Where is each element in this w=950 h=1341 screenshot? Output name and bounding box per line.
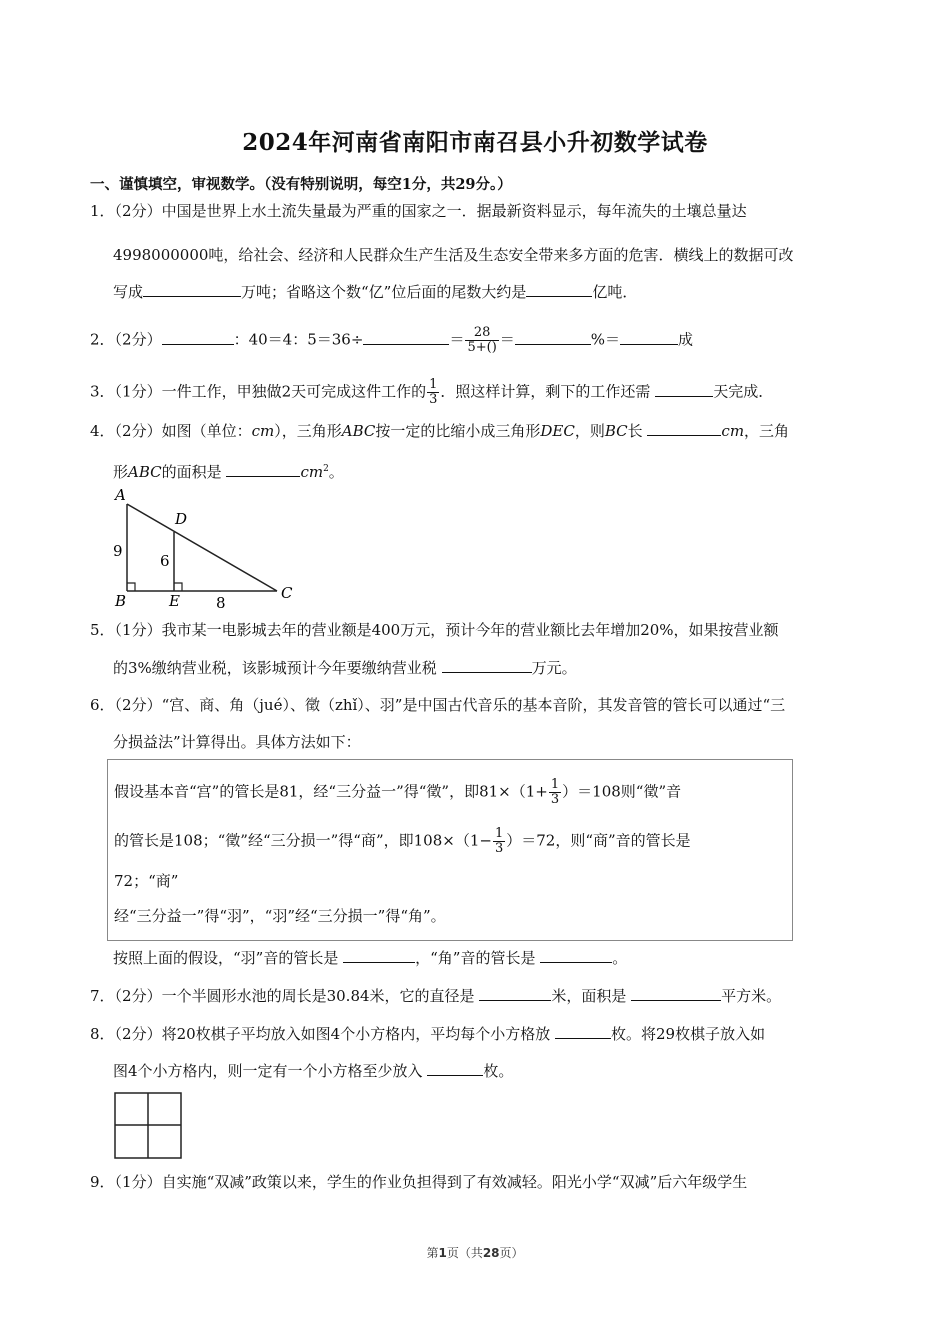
q5-blank[interactable] xyxy=(442,658,532,673)
q2-line xyxy=(90,326,693,355)
q2-blank-1[interactable] xyxy=(162,330,234,345)
length-ab: 9 xyxy=(113,542,123,560)
q1-text-a: 写成 xyxy=(113,283,144,301)
q2-fraction xyxy=(465,326,498,355)
q2-frac-den: 5+() xyxy=(467,340,497,355)
q8-blank-2[interactable] xyxy=(427,1061,483,1076)
q5-line2 xyxy=(113,658,577,678)
q1-line1: 1．（2分）中国是世界上水土流失量最为严重的国家之一．据最新资料显示，每年流失的土壤总量达 xyxy=(90,202,747,220)
q6-after xyxy=(113,948,627,968)
q4-text-h: 的面积是 xyxy=(161,463,222,481)
box-l2-frac xyxy=(493,827,505,856)
box-line2 xyxy=(114,827,691,856)
footer-page: 1 xyxy=(438,1246,447,1260)
q2-blank-4[interactable] xyxy=(620,330,678,345)
label-b: B xyxy=(115,592,127,610)
q2-frac-num: 28 xyxy=(465,326,498,341)
box-l1-num: 1 xyxy=(550,777,560,792)
q8-line1 xyxy=(90,1024,765,1044)
q7-text-a: 7．（2分）一个半圆形水池的周长是30.84米，它的直径是 xyxy=(90,987,475,1005)
q8-blank-1[interactable] xyxy=(555,1024,611,1039)
q4-text-f: ，三角 xyxy=(744,422,790,440)
q8-line2 xyxy=(113,1061,513,1081)
box-l1-frac xyxy=(549,778,561,807)
q8-text-a: 8．（2分）将20枚棋子平均放入如图4个小方格内，平均每个小方格放 xyxy=(90,1025,551,1043)
q2-suffix: 成 xyxy=(678,330,694,349)
label-a: A xyxy=(115,486,126,504)
q6-blank-1[interactable] xyxy=(343,948,415,963)
q4-unit: cm xyxy=(251,422,275,440)
q4-abc2: ABC xyxy=(128,463,162,481)
box-line4: 经“三分益一”得“羽”，“羽”经“三分损一”得“角”。 xyxy=(114,907,446,925)
q6-after-b: ，“角”音的管长是 xyxy=(415,949,536,967)
q1-line3 xyxy=(113,282,637,302)
q3-prefix: 3．（1分）一件工作，甲独做2天可完成这件工作的 xyxy=(90,382,427,401)
q9-line1: 9．（1分）自实施“双减”政策以来，学生的作业负担得到了有效减轻。阳光小学“双减”后六年级学生 xyxy=(90,1173,748,1191)
q4-blank-2[interactable] xyxy=(226,462,300,477)
q7-text-c: 平方米。 xyxy=(721,987,782,1005)
q1-line2: 4998000000吨，给社会、经济和人民群众生产生活及生态安全带来多方面的危害．横线上的数据可改 xyxy=(113,246,794,264)
q3-blank[interactable] xyxy=(655,382,713,397)
grid-figure xyxy=(114,1092,184,1162)
section-heading: 一、谨慎填空，审视数学。（没有特别说明，每空1分，共29分。） xyxy=(90,176,512,193)
q1-text-c: 亿吨． xyxy=(592,283,638,301)
q2-prefix: 2．（2分） xyxy=(90,330,162,349)
q7-line xyxy=(90,986,781,1006)
q4-dec: DEC xyxy=(540,422,575,440)
right-angle-b xyxy=(127,583,135,591)
box-l2-num: 1 xyxy=(494,826,504,841)
q2-blank-3[interactable] xyxy=(515,330,591,345)
q2-percent: %＝ xyxy=(590,330,621,349)
box-l2-a: 的管长是108；“徵”经“三分损一”得“商”，即108×（1− xyxy=(114,831,492,850)
footer-prefix: 第 xyxy=(426,1246,439,1260)
box-l1-b: ）＝108则“徵”音 xyxy=(562,782,682,801)
q8-text-c: 图4个小方格内，则一定有一个小方格至少放入 xyxy=(113,1062,423,1080)
footer-middle: 页（共 xyxy=(446,1246,483,1260)
q6-after-c: 。 xyxy=(612,949,628,967)
length-ec: 8 xyxy=(216,594,226,612)
q4-abc: ABC xyxy=(341,422,376,440)
q4-text-g: 形 xyxy=(113,463,129,481)
q5-text-b: 万元。 xyxy=(531,659,577,677)
q6-blank-2[interactable] xyxy=(540,948,612,963)
footer-suffix: 页） xyxy=(499,1246,524,1260)
q6-after-a: 按照上面的假设，“羽”音的管长是 xyxy=(113,949,339,967)
page-footer xyxy=(0,1244,950,1261)
q3-frac-den: 3 xyxy=(429,392,438,407)
triangle-figure xyxy=(105,484,305,614)
q4-unit3: cm xyxy=(300,463,324,481)
q4-unit2: cm xyxy=(721,422,745,440)
q6-line1: 6．（2分）“宫、商、角（jué）、徵（zhǐ）、羽”是中国古代音乐的基本音阶，其发音管的管长可以通过“三 xyxy=(90,696,786,714)
q8-text-b: 枚。将29枚棋子放入如 xyxy=(611,1025,766,1043)
label-e: E xyxy=(169,592,180,610)
box-line1 xyxy=(114,778,681,807)
q4-text-b: ），三角形 xyxy=(274,422,342,440)
q2-eq2: ＝ xyxy=(499,330,515,349)
q4-blank-1[interactable] xyxy=(647,421,721,436)
q3-middle: ．照这样计算，剩下的工作还需 xyxy=(440,382,651,401)
exam-title: 2024年河南省南阳市南召县小升初数学试卷 xyxy=(242,129,708,156)
method-box xyxy=(107,759,793,941)
box-l2-den: 3 xyxy=(494,841,504,856)
q7-blank-2[interactable] xyxy=(631,986,721,1001)
q4-sup: 2 xyxy=(323,464,329,474)
q4-text-e: 长 xyxy=(627,422,643,440)
q6-line2: 分损益法”计算得出。具体方法如下： xyxy=(113,733,361,751)
q1-blank-1[interactable] xyxy=(143,282,241,297)
box-l1-a: 假设基本音“宫”的管长是81，经“三分益一”得“徵”，即81×（1+ xyxy=(114,782,548,801)
q8-text-d: 枚。 xyxy=(483,1062,514,1080)
footer-total: 28 xyxy=(482,1246,500,1260)
q4-text-d: ，则 xyxy=(574,422,605,440)
q5-text-a: 的3%缴纳营业税，该影城预计今年要缴纳营业税 xyxy=(113,659,437,677)
q4-text-c: 按一定的比缩小成三角形 xyxy=(375,422,541,440)
q1-blank-2[interactable] xyxy=(526,282,592,297)
q2-part-a: ：40＝4：5＝36÷ xyxy=(233,330,364,349)
q4-bc: BC xyxy=(604,422,628,440)
q3-frac-num: 1 xyxy=(429,377,438,392)
q4-line1 xyxy=(90,421,789,441)
q7-blank-1[interactable] xyxy=(479,986,551,1001)
q1-text-b: 万吨；省略这个数“亿”位后面的尾数大约是 xyxy=(241,283,527,301)
side-ac xyxy=(127,504,277,591)
box-line3: 72；“商” xyxy=(114,872,179,890)
q4-line2 xyxy=(113,459,344,482)
box-l1-den: 3 xyxy=(550,792,560,807)
box-l2-b: ）＝72，则“商”音的管长是 xyxy=(506,831,691,850)
right-angle-e xyxy=(174,583,182,591)
label-c: C xyxy=(281,584,293,602)
q2-blank-2[interactable] xyxy=(363,330,449,345)
q3-line xyxy=(90,378,773,407)
q4-text-a: 4．（2分）如图（单位： xyxy=(90,422,252,440)
q2-eq: ＝ xyxy=(449,330,465,349)
q7-text-b: 米，面积是 xyxy=(551,987,627,1005)
label-d: D xyxy=(175,510,188,528)
q5-line1: 5．（1分）我市某一电影城去年的营业额是400万元，预计今年的营业额比去年增加20%，如果按营业额 xyxy=(90,621,779,639)
q3-suffix: 天完成． xyxy=(713,382,774,401)
q3-fraction xyxy=(427,378,439,407)
q4-text-i: 。 xyxy=(328,463,344,481)
length-de: 6 xyxy=(160,552,170,570)
